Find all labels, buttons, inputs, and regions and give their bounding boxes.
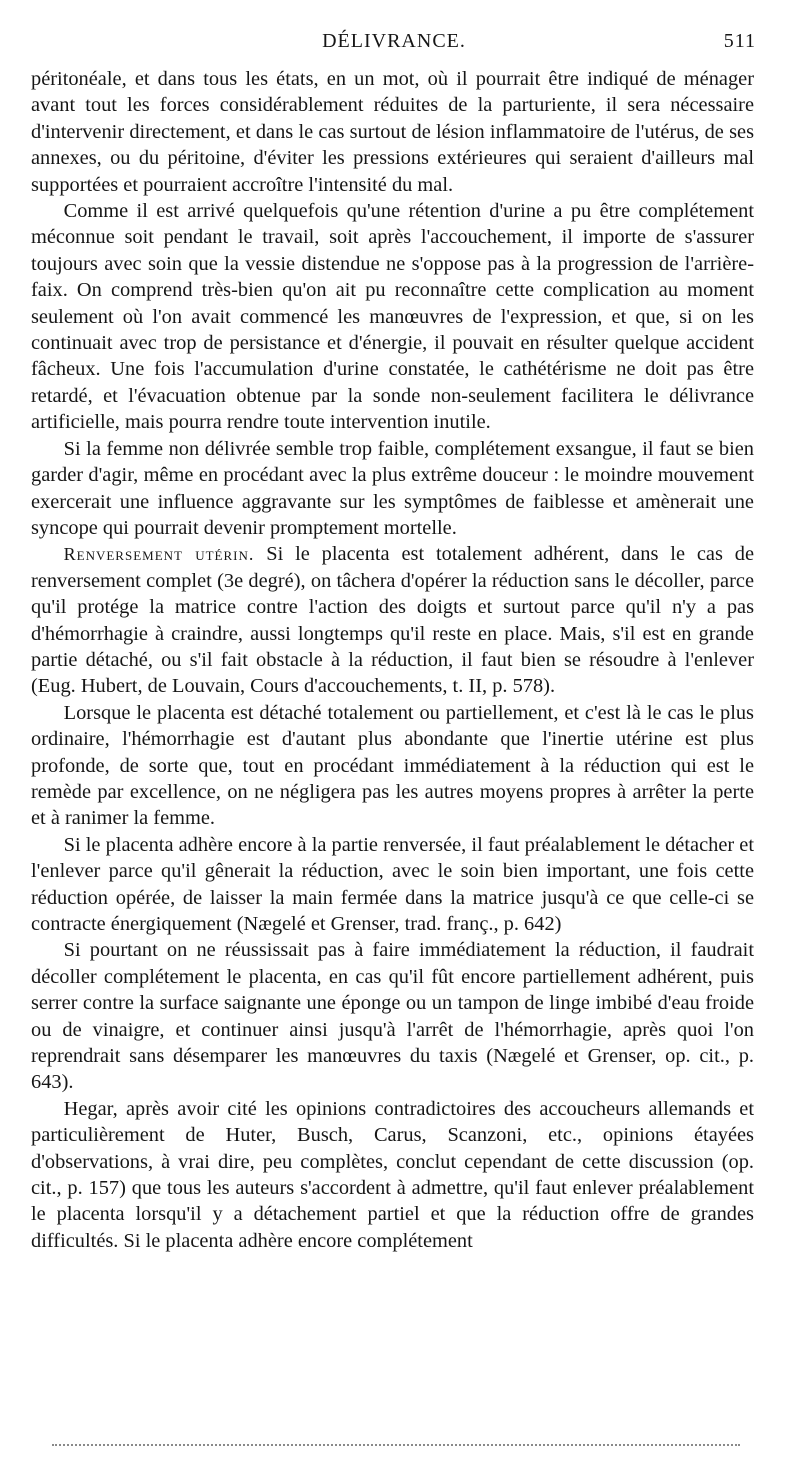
paragraph: Lorsque le placenta est détaché totalement ou partiellement, et c'est là le cas le plus ordinaire, l'hémorrhagie est d'autant plus abondante que l'inertie utérine est plus profonde, de sorte que, tout en procédant immédiatement à la réduction qui est le remède par excellence, on ne négligera pas les autres moyens propres à arrêter la perte et à ranimer la femme. [31,701,754,830]
paragraph: Si pourtant on ne réussissait pas à faire immédiatement la réduction, il faudrait décoller complétement le placenta, en cas qu'il fût encore partiellement adhérent, puis serrer contre la surface saignante une éponge ou un tampon de linge imbibé d'eau froide ou de vinaigre, et continuer ainsi jusqu'à l'arrêt de l'hémorrhagie, après quoi l'on reprendrait sans désemparer les manœuvres du taxis (Nægelé et Grenser, op. cit., p. 643). [31,939,754,1094]
bleed-through-rule [52,1444,740,1446]
page-header [32,30,756,56]
body-text [31,66,754,1254]
page-number: 511 [723,30,756,52]
paragraph: péritonéale, et dans tous les états, en un mot, où il pourrait être indiqué de ménager avant tout les forces considérablement réduites de la parturiente, il sera nécessaire d'intervenir directement, et dans le cas surtout de lésion inflammatoire de l'utérus, de ses annexes, ou du péritoine, d'éviter les pressions extérieures qui seraient d'ailleurs mal supportées et pourraient accroître l'intensité du mal. [31,68,754,196]
paragraph: Si la femme non délivrée semble trop faible, complétement exsangue, il faut se bien garder d'agir, même en procédant avec la plus extrême douceur : le moindre mouvement exercerait une influence aggravante sur les symptômes de faiblesse et amènerait une syncope qui pourrait devenir promptement mortelle. [31,437,754,539]
paragraph: Si le placenta adhère encore à la partie renversée, il faut préalablement le détacher et l'enlever parce qu'il gênerait la réduction, avec le soin bien important, une fois cette réduction opérée, de laisser la main fermée dans la matrice jusqu'à ce que celle-ci se contracte énergiquement (Nægelé et Grenser, trad. franç., p. 642) [31,833,754,935]
paragraph-text: Si le placenta est totalement adhérent, dans le cas de renversement complet (3e degré), on tâchera d'opérer la réduction sans le décoller, parce qu'il protége la matrice contre l'action des doigts et surtout parce qu'il n'y a pas d'hémorrhagie à craindre, aussi longtemps qu'il reste en place. Mais, s'il est en grande partie détaché, ou s'il fait obstacle à la réduction, il faut bien se résoudre à l'enlever (Eug. Hubert, de Louvain, Cours d'accouchements, t. II, p. 578). [31,543,754,698]
section-lead: Renversement utérin. [63,544,255,565]
paragraph: Hegar, après avoir cité les opinions contradictoires des accoucheurs allemands et particulièrement de Huter, Busch, Carus, Scanzoni, etc., opinions étayées d'observations, à vrai dire, peu complètes, conclut cependant de cette discussion (op. cit., p. 157) que tous les auteurs s'accordent à admettre, qu'il faut enlever préalablement le placenta lorsqu'il y a détachement partiel et que la réduction offre de grandes difficultés. Si le placenta adhère encore complétement [31,1097,754,1252]
paragraph [31,541,754,699]
running-title: DÉLIVRANCE. [322,30,466,52]
paragraph: Comme il est arrivé quelquefois qu'une rétention d'urine a pu être complétement méconnue soit pendant le travail, soit après l'accouchement, il importe de s'assurer toujours avec soin que la vessie distendue ne s'oppose pas à la progression de l'arrière-faix. On comprend très-bien qu'on ait pu reconnaître cette complication au moment seulement où l'on avait commencé les manœuvres de l'expression, et que, si on les continuait avec trop de persistance et d'énergie, il pouvait en résulter quelque accident fâcheux. Une fois l'accumulation d'urine constatée, le cathétérisme ne doit pas être retardé, et l'évacuation obtenue par la sonde non-seulement facilitera le délivrance artificielle, mais pourra rendre toute intervention inutile. [31,200,754,434]
